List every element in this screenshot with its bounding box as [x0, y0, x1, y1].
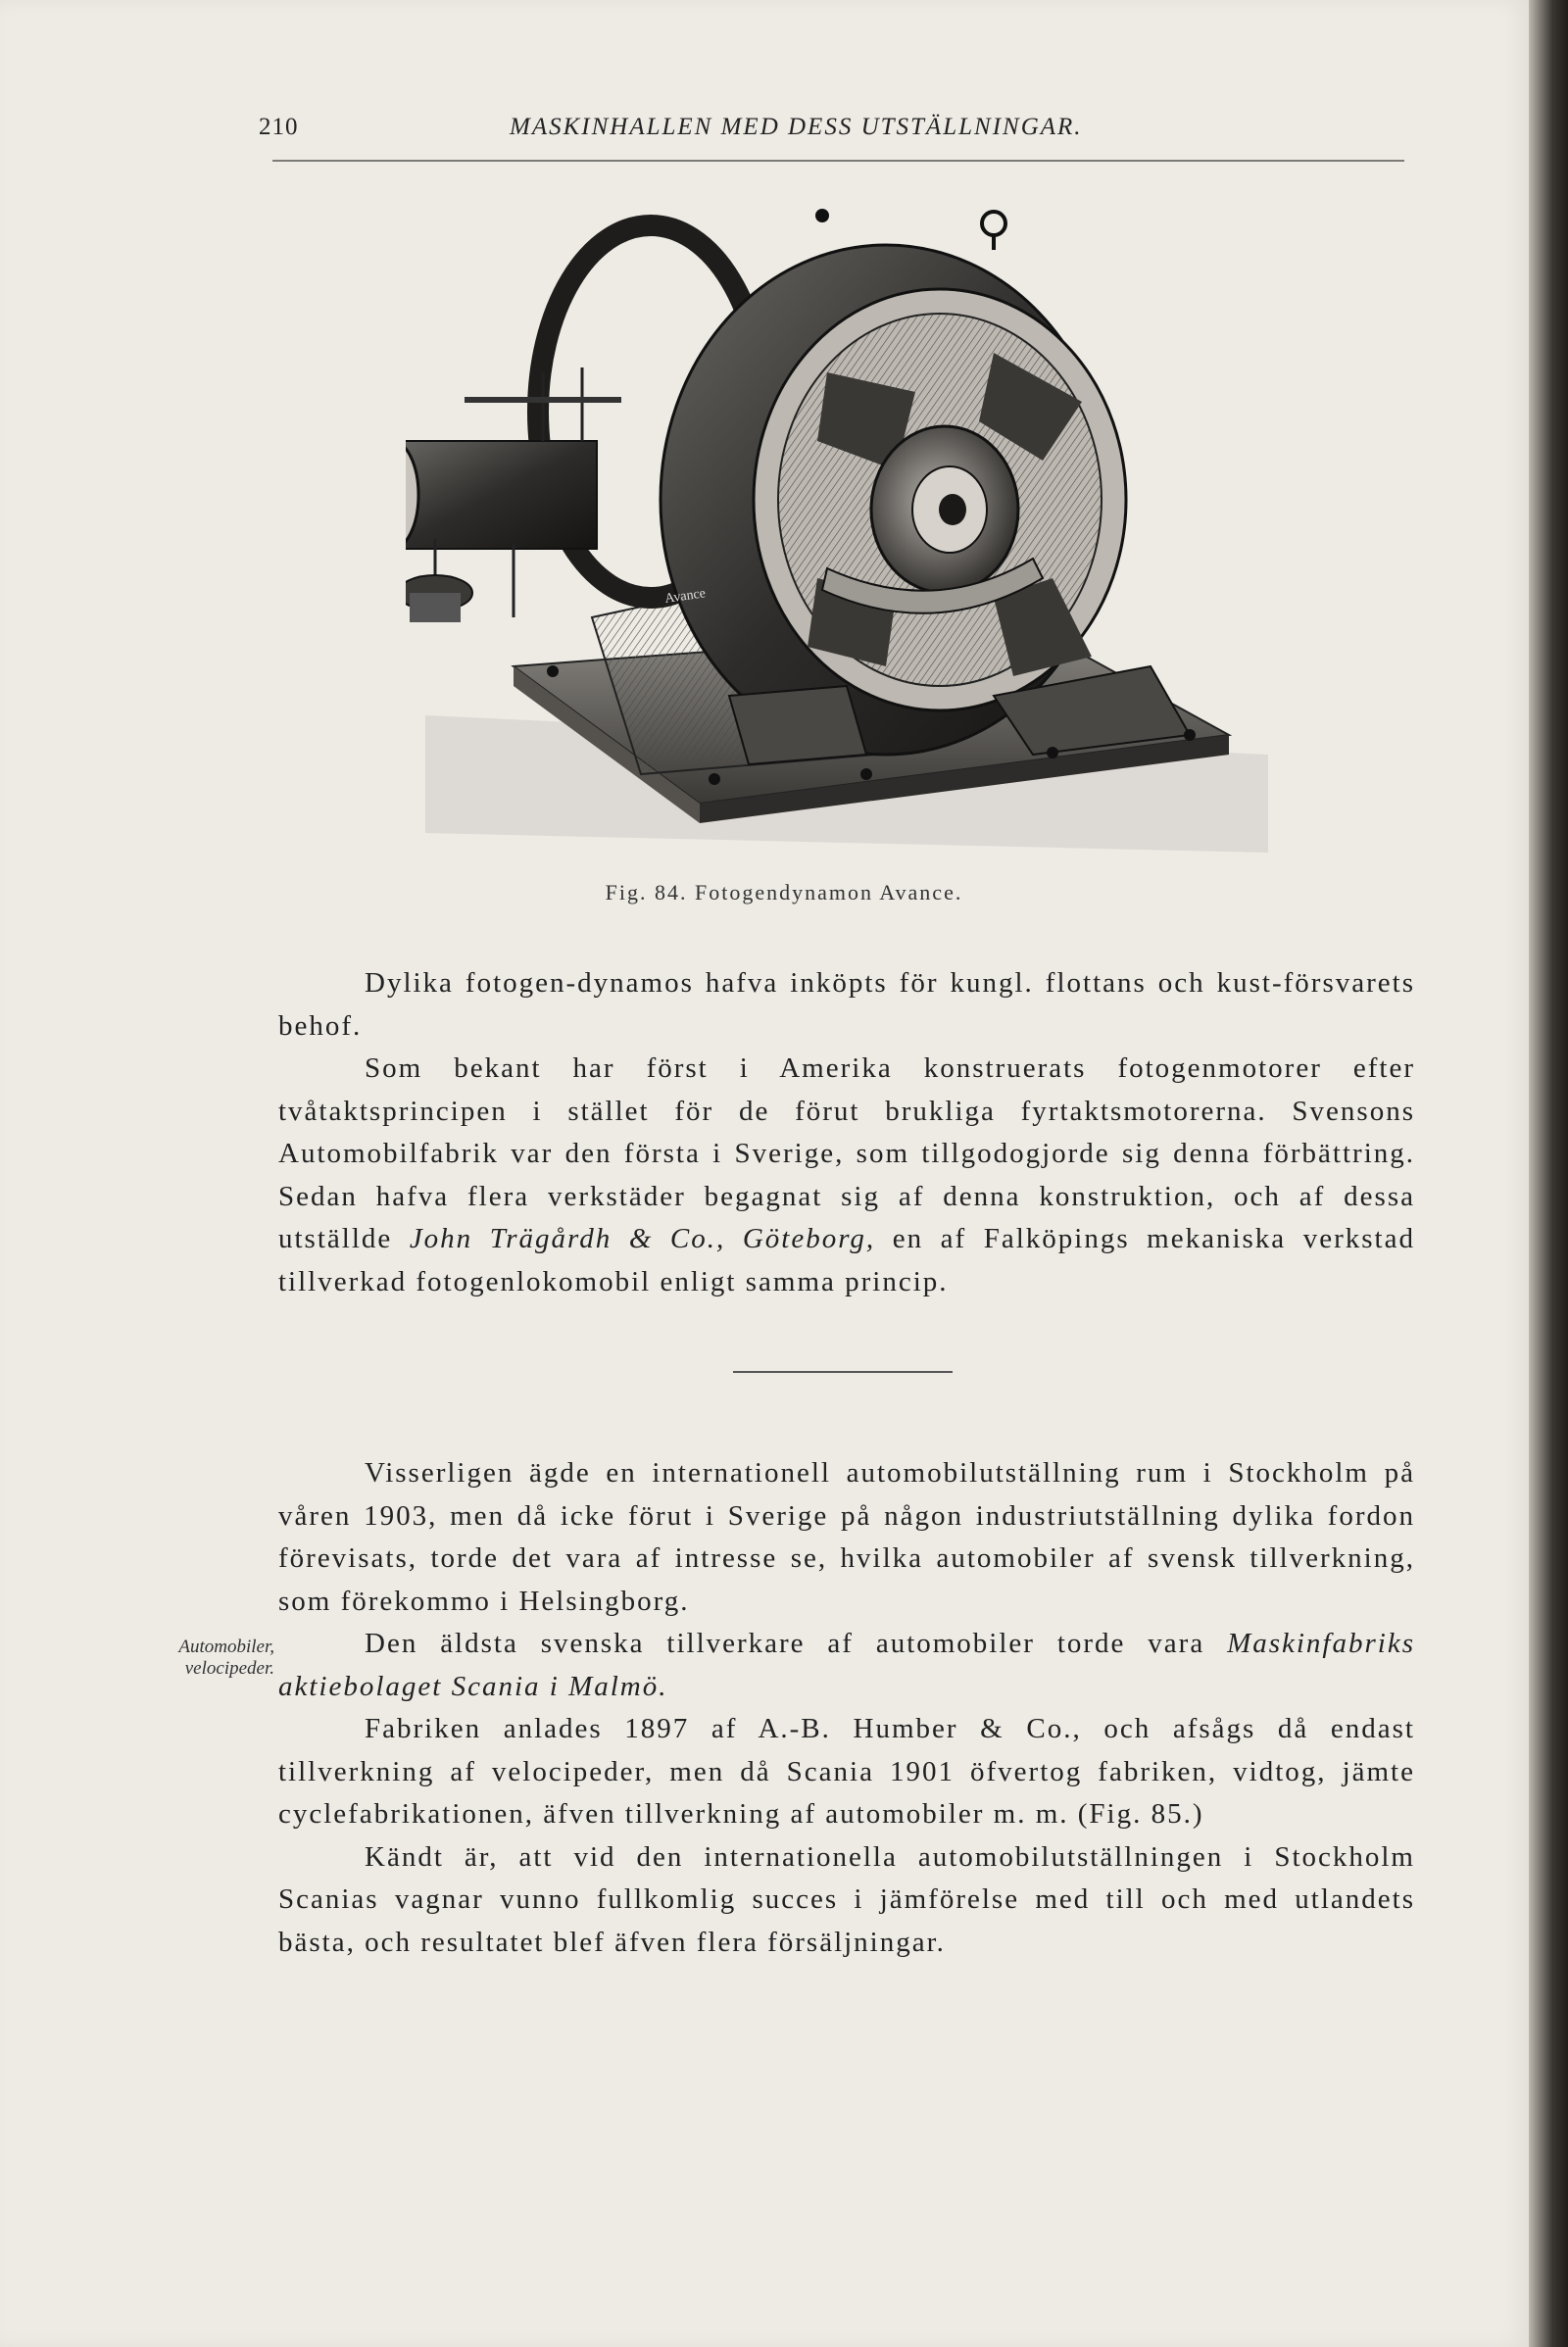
italic-segment: Maskinfabriks aktiebolaget Scania i Malmö. — [278, 1628, 1415, 1702]
book-spine-edge — [1529, 0, 1568, 2347]
paragraph — [278, 962, 1415, 1048]
figure-engine-illustration — [406, 206, 1288, 862]
text-block-bottom — [278, 1452, 1415, 1964]
lifting-eye — [982, 212, 1005, 235]
text-segment: Visserligen ägde en internationell automobilutställning rum i Stockholm på våren 1903, men då icke förut i Sverige på någon industriutställning dylika fordon förevisats, torde det vara af intresse se, hvilka automobiler af svensk tillverkning, som förekommo i Helsingborg. — [278, 1457, 1415, 1617]
text-block-top — [278, 962, 1415, 1303]
text-segment: Kändt är, att vid den internationella automobilutställningen i Stockholm Scanias vagnar vunno fullkomlig succes i jämförelse med till och med utlandets bästa, och resultatet blef äfven flera försäljningar. — [278, 1840, 1415, 1958]
italic-segment: John Trägårdh & Co., Göteborg, — [409, 1223, 876, 1254]
text-segment: Den äldsta svenska tillverkare af automobiler torde vara — [365, 1628, 1228, 1659]
margin-note-line: Automobiler, — [178, 1637, 274, 1657]
margin-note-line: velocipeder. — [184, 1658, 274, 1679]
margin-note — [127, 1637, 274, 1680]
paragraph — [278, 1452, 1415, 1623]
paragraph — [278, 1623, 1415, 1708]
section-divider — [733, 1371, 953, 1373]
text-segment: en af Falköpings mekaniska verkstad tillverkad fotogenlokomobil enligt samma princip. — [278, 1223, 1415, 1297]
running-title: MASKINHALLEN MED DESS UTSTÄLLNINGAR. — [510, 114, 1083, 140]
text-segment: Dylika fotogen-dynamos hafva inköpts för kungl. flottans och kust-försvarets behof. — [278, 967, 1415, 1042]
engraved-plate-text: Avance — [663, 586, 707, 607]
text-segment: Fabriken anlades 1897 af A.-B. Humber & Co., och afsågs då endast tillverkning af velocipeder, men då Scania 1901 öfvertog fabriken, vidtog, jämte cyclefabrikationen, äfven tillverkning af automobiler m. m. (Fig. 85.) — [278, 1713, 1415, 1830]
header-rule — [272, 160, 1404, 162]
paragraph — [278, 1836, 1415, 1965]
text-segment: Som bekant har först i Amerika konstruerats fotogenmotorer efter tvåtaktsprincipen i stället för de förut brukliga fyrtaktsmotorerna. Svensons Automobilfabrik var den första i Sverige, som tillgodogjorde sig denna förbättring. Sedan hafva flera verkstäder begagnat sig af denna konstruktion, och af dessa utställde — [278, 1052, 1415, 1254]
paragraph — [278, 1048, 1415, 1303]
page-number: 210 — [259, 114, 299, 140]
figure-caption: Fig. 84. Fotogendynamon Avance. — [605, 880, 963, 905]
engine-cylinder — [406, 441, 597, 549]
paragraph — [278, 1708, 1415, 1836]
